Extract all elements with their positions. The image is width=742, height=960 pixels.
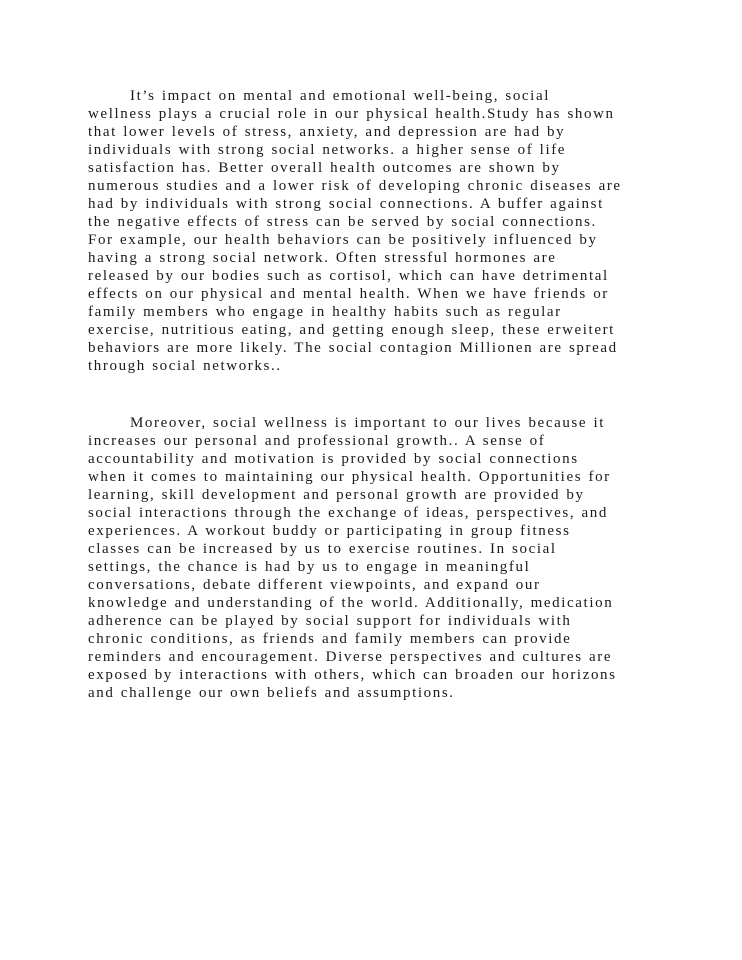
paragraph-line: the negative effects of stress can be served by social connections. bbox=[88, 214, 597, 230]
paragraph-line: reminders and encouragement. Diverse perspectives and cultures are bbox=[88, 649, 613, 665]
paragraph-1 bbox=[88, 87, 668, 375]
paragraph-line: when it comes to maintaining our physical health. Opportunities for bbox=[88, 469, 611, 485]
paragraph-line: behaviors are more likely. The social contagion Millionen are spread bbox=[88, 340, 618, 356]
paragraph-line: numerous studies and a lower risk of developing chronic diseases are bbox=[88, 178, 622, 194]
paragraph-line: effects on our physical and mental health. When we have friends or bbox=[88, 286, 609, 302]
paragraph-line: experiences. A workout buddy or participating in group fitness bbox=[88, 523, 571, 539]
paragraph-line: exposed by interactions with others, which can broaden our horizons bbox=[88, 667, 617, 683]
paragraph-line: learning, skill development and personal growth are provided by bbox=[88, 487, 585, 503]
paragraph-line: having a strong social network. Often stressful hormones are bbox=[88, 250, 557, 266]
paragraph-line: knowledge and understanding of the world. Additionally, medication bbox=[88, 595, 614, 611]
paragraph-line: increases our personal and professional growth.. A sense of bbox=[88, 433, 546, 449]
paragraph-line: adherence can be played by social support for individuals with bbox=[88, 613, 572, 629]
paragraph-line: through social networks.. bbox=[88, 358, 282, 374]
paragraph-line: social interactions through the exchange of ideas, perspectives, and bbox=[88, 505, 608, 521]
paragraph-line: individuals with strong social networks. a higher sense of life bbox=[88, 142, 567, 158]
paragraph-line: settings, the chance is had by us to engage in meaningful bbox=[88, 559, 531, 575]
paragraph-line: that lower levels of stress, anxiety, and depression are had by bbox=[88, 124, 566, 140]
paragraph-line: It’s impact on mental and emotional well-being, social bbox=[130, 88, 550, 104]
paragraph-line: For example, our health behaviors can be positively influenced by bbox=[88, 232, 598, 248]
paragraph-line: accountability and motivation is provided by social connections bbox=[88, 451, 579, 467]
paragraph-line: had by individuals with strong social connections. A buffer against bbox=[88, 196, 604, 212]
paragraph-line: wellness plays a crucial role in our physical health.Study has shown bbox=[88, 106, 615, 122]
paragraph-line: classes can be increased by us to exercise routines. In social bbox=[88, 541, 557, 557]
paragraph-2 bbox=[88, 414, 668, 702]
paragraph-line: family members who engage in healthy habits such as regular bbox=[88, 304, 562, 320]
paragraph-line: conversations, debate different viewpoints, and expand our bbox=[88, 577, 541, 593]
paragraph-line: exercise, nutritious eating, and getting enough sleep, these erweitert bbox=[88, 322, 615, 338]
paragraph-line: chronic conditions, as friends and family members can provide bbox=[88, 631, 572, 647]
paragraph-line: Moreover, social wellness is important to our lives because it bbox=[130, 415, 606, 431]
paragraph-line: satisfaction has. Better overall health outcomes are shown by bbox=[88, 160, 561, 176]
paragraph-line: released by our bodies such as cortisol, which can have detrimental bbox=[88, 268, 609, 284]
paragraph-line: and challenge our own beliefs and assumptions. bbox=[88, 685, 455, 701]
